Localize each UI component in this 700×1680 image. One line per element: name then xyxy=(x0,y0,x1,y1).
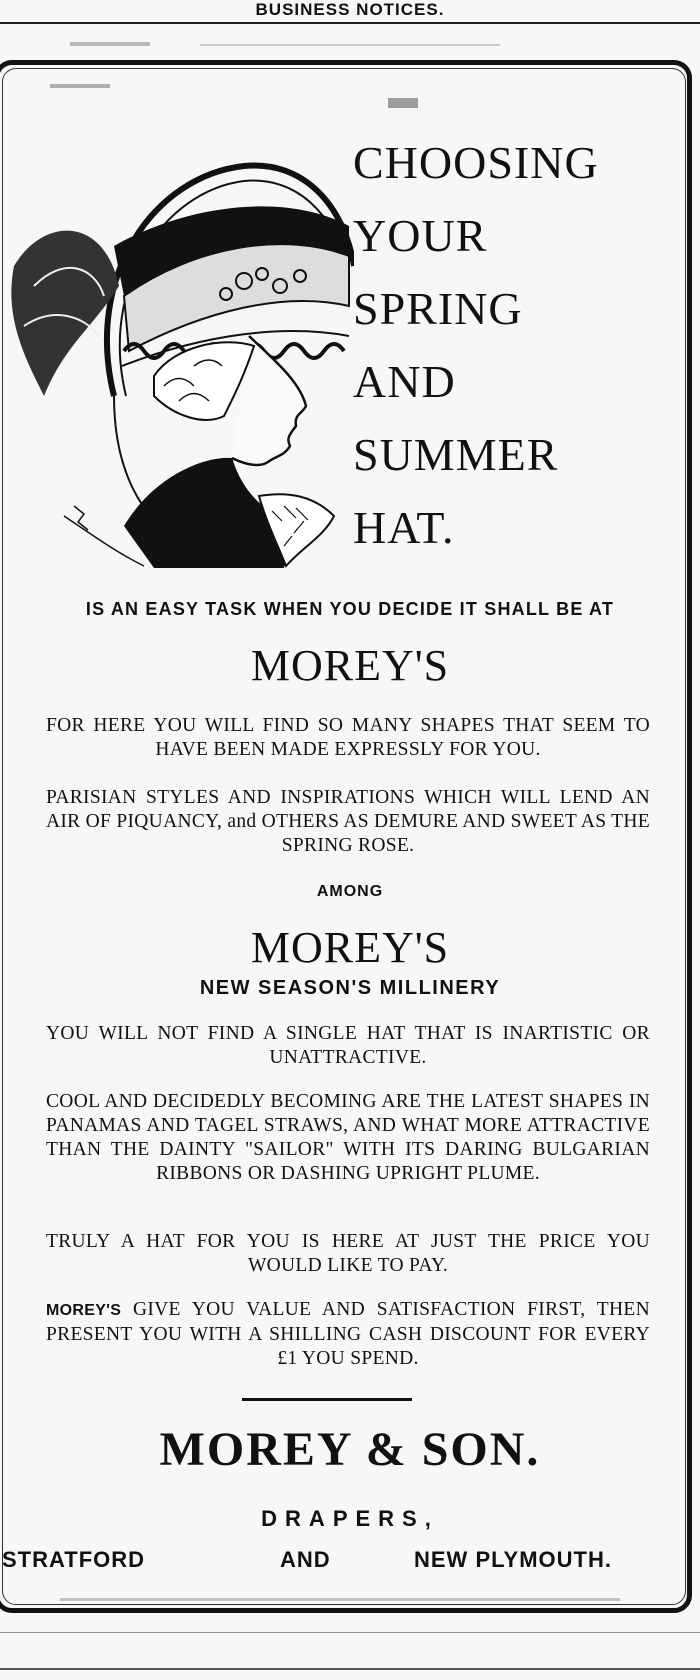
print-smudge xyxy=(200,44,500,46)
paragraph: COOL AND DECIDEDLY BECOMING ARE THE LATEST SHAPES IN PANAMAS AND TAGEL STRAWS, AND WHAT MORE ATTRACTIVE THAN THE DAINTY "SAILOR" WITH ITS DARING BULGARIAN RIBBONS OR DASHING UPRIGHT PLUME. xyxy=(46,1091,650,1184)
firm-name: MOREY & SON. xyxy=(159,1423,541,1476)
paragraph: TRULY A HAT FOR YOU IS HERE AT JUST THE PRICE YOU WOULD LIKE TO PAY. xyxy=(46,1231,650,1276)
bottom-rule xyxy=(0,1632,700,1633)
brand-lead: MOREY'S xyxy=(46,1302,122,1319)
woman-in-hat-illustration xyxy=(4,96,354,568)
section-header: BUSINESS NOTICES. xyxy=(255,0,445,19)
paragraph: YOU WILL NOT FIND A SINGLE HAT THAT IS INARTISTIC OR UNATTRACTIVE. xyxy=(46,1023,650,1068)
print-smudge xyxy=(70,42,150,46)
paragraph-text: GIVE YOU VALUE AND SATISFACTION FIRST, THEN PRESENT YOU WITH A SHILLING CASH DISCOUNT FOR EVERY £1 YOU SPEND. xyxy=(46,1299,650,1369)
headline-line: YOUR xyxy=(353,210,488,261)
headline-line: HAT. xyxy=(353,502,455,553)
paragraph: FOR HERE YOU WILL FIND SO MANY SHAPES THAT SEEM TO HAVE BEEN MADE EXPRESSLY FOR YOU. xyxy=(46,715,650,760)
paragraph: PARISIAN STYLES AND INSPIRATIONS WHICH WILL LEND AN AIR OF PIQUANCY, and OTHERS AS DEMURE AND SWEET AS THE SPRING ROSE. xyxy=(46,787,650,856)
headline-line: AND xyxy=(353,356,456,407)
location-stratford: STRATFORD xyxy=(2,1547,146,1572)
location-and: AND xyxy=(280,1547,331,1572)
trade-label: DRAPERS, xyxy=(261,1506,439,1531)
brand-name: MOREY'S xyxy=(250,923,450,972)
bottom-rule xyxy=(0,1668,700,1670)
tagline: IS AN EASY TASK WHEN YOU DECIDE IT SHALL BE AT xyxy=(85,599,615,619)
paragraph xyxy=(46,1298,650,1371)
headline-line: CHOOSING xyxy=(353,137,599,188)
brand-name: MOREY'S xyxy=(250,641,450,690)
print-smudge xyxy=(60,1598,620,1601)
divider xyxy=(242,1398,412,1401)
headline-line: SUMMER xyxy=(353,429,559,480)
subtitle: NEW SEASON'S MILLINERY xyxy=(199,977,501,999)
location-new-plymouth: NEW PLYMOUTH. xyxy=(414,1547,612,1572)
headline-line: SPRING xyxy=(353,283,523,334)
among-label: AMONG xyxy=(316,883,384,900)
top-rule xyxy=(0,22,700,24)
